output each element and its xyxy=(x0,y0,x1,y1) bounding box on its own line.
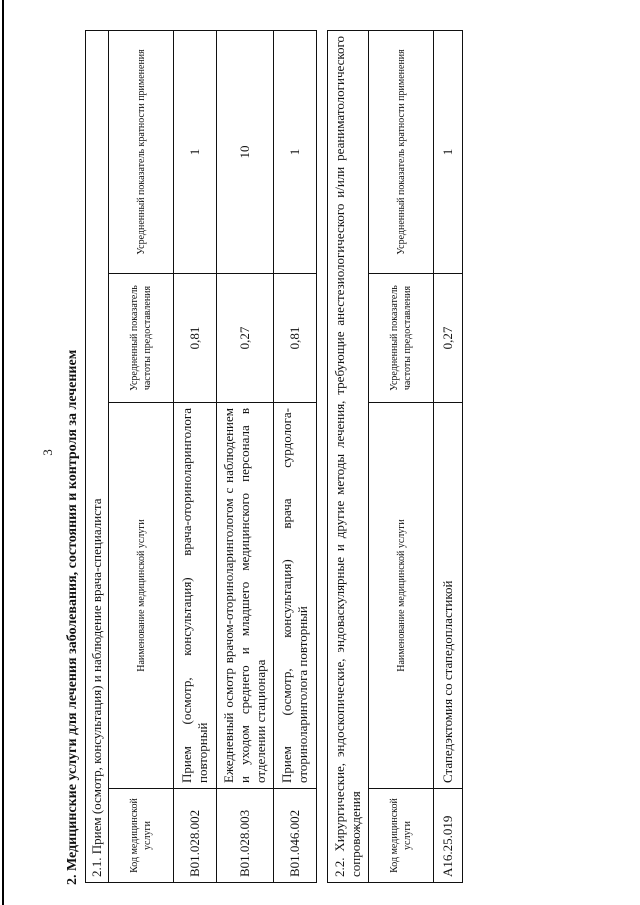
cell-code: B01.028.002 xyxy=(174,789,217,883)
cell-frequency: 0,27 xyxy=(217,274,274,403)
cell-code: B01.046.002 xyxy=(274,789,317,883)
table-surgery xyxy=(327,30,463,883)
cell-multiplicity: 1 xyxy=(274,30,317,273)
section-title: 2. Медицинские услуги для лечения заболевания, состояния и контроля за лечением xyxy=(65,349,80,885)
cell-name: Стапедэктомия со стапедопластикой xyxy=(434,403,463,789)
cell-frequency: 0,81 xyxy=(274,274,317,403)
col-header-multiplicity: Усредненный показатель кратности применения xyxy=(369,30,434,273)
table-caption: 2.1. Прием (осмотр, консультация) и наблюдение врача-специалиста xyxy=(86,30,109,882)
cell-name: Ежедневный осмотр врачом-оториноларингологом с наблюдением и уходом среднего и младшего медицинского персонала в отделении стационара xyxy=(217,403,274,789)
cell-multiplicity: 10 xyxy=(217,30,274,273)
cell-code: B01.028.003 xyxy=(217,789,274,883)
cell-name: Прием (осмотр, консультация) врача сурдолога-оториноларинголога повторный xyxy=(274,403,317,789)
col-header-name: Наименование медицинской услуги xyxy=(369,403,434,789)
col-header-name: Наименование медицинской услуги xyxy=(109,403,174,789)
cell-frequency: 0,27 xyxy=(434,274,463,403)
col-header-multiplicity: Усредненный показатель кратности применения xyxy=(109,30,174,273)
cell-multiplicity: 1 xyxy=(434,30,463,273)
page-number: 3 xyxy=(40,449,55,456)
col-header-frequency: Усредненный показатель частоты предоставления xyxy=(369,274,434,403)
col-header-code: Код медицинской услуги xyxy=(109,789,174,883)
cell-name: Прием (осмотр, консультация) врача-оториноларинголога повторный xyxy=(174,403,217,789)
cell-code: A16.25.019 xyxy=(434,789,463,883)
table-consultations xyxy=(85,30,317,883)
cell-frequency: 0,81 xyxy=(174,274,217,403)
col-header-code: Код медицинской услуги xyxy=(369,789,434,883)
col-header-frequency: Усредненный показатель частоты предоставления xyxy=(109,274,174,403)
cell-multiplicity: 1 xyxy=(174,30,217,273)
table-caption: 2.2. Хирургические, эндоскопические, эндоваскулярные и другие методы лечения, требующие анестезиологического и/или реаниматологического сопровождения xyxy=(328,30,369,882)
